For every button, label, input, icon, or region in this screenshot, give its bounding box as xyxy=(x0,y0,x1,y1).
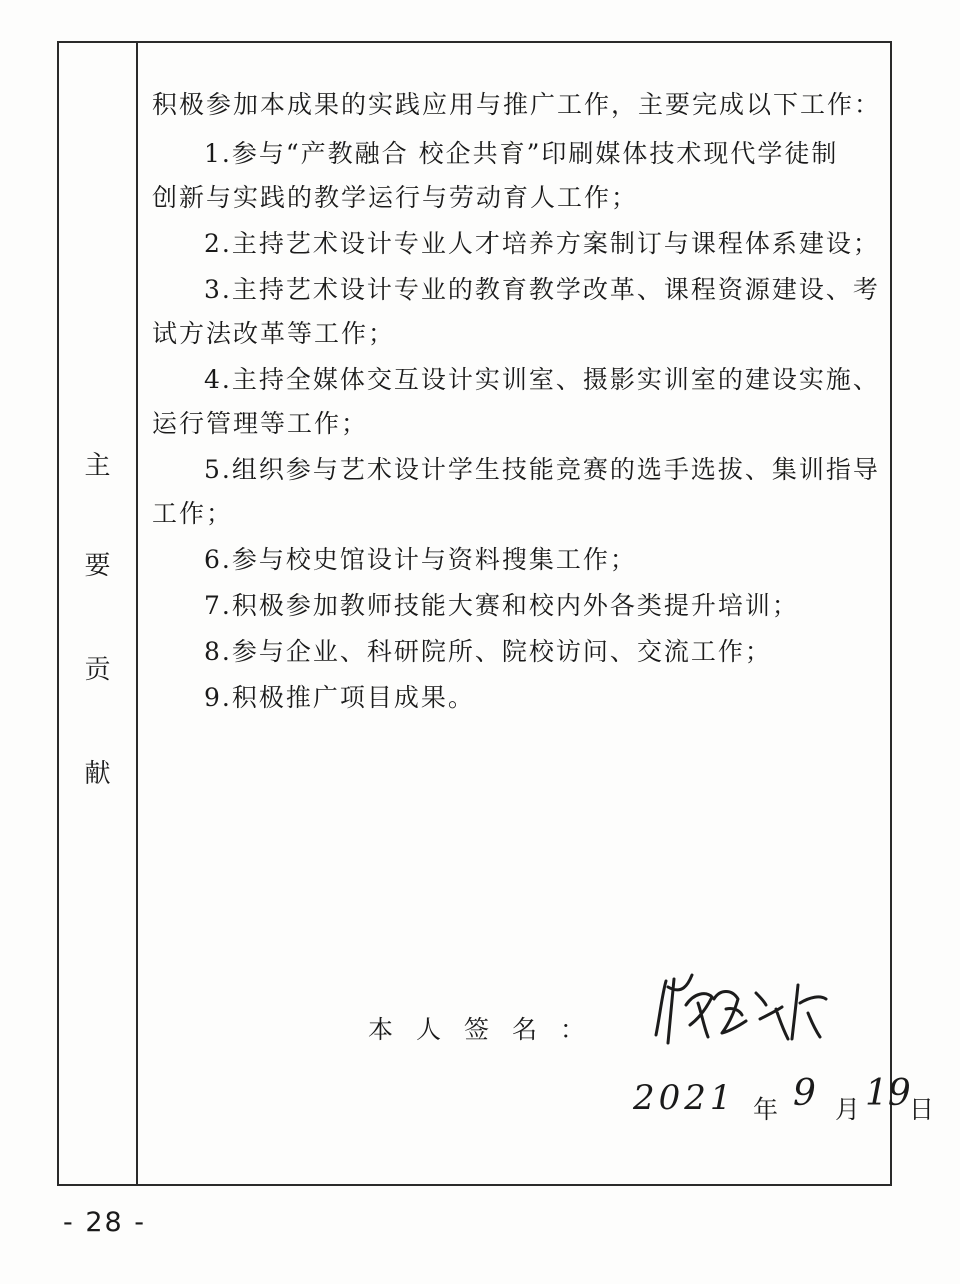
date-year-unit: 年 xyxy=(753,1095,779,1124)
contribution-form-table xyxy=(57,41,935,1186)
list-item-continuation: 创新与实践的教学运行与劳动育人工作； xyxy=(152,183,639,212)
side-label-char: 贡 xyxy=(84,655,111,685)
list-item: 2.主持艺术设计专业人才培养方案制订与课程体系建设； xyxy=(204,229,880,258)
handwritten-signature xyxy=(648,965,838,1055)
list-item: 1.参与“产教融合 校企共育”印刷媒体技术现代学徒制 xyxy=(204,139,839,168)
side-label-char: 要 xyxy=(84,551,111,581)
list-item-continuation: 试方法改革等工作； xyxy=(152,319,396,348)
signature-label: 本人签名： xyxy=(368,1015,609,1044)
signature-row xyxy=(368,1015,608,1045)
date-month: 9 xyxy=(793,1073,816,1114)
list-item: 6.参与校史馆设计与资料搜集工作； xyxy=(204,545,637,574)
date-month-unit: 月 xyxy=(835,1095,861,1124)
date-year: 2021 xyxy=(633,1078,736,1118)
list-item: 4.主持全媒体交互设计实训室、摄影实训室的建设实施、 xyxy=(204,365,880,394)
date-row xyxy=(613,1073,943,1143)
date-day: 19 xyxy=(865,1073,911,1114)
list-item: 3.主持艺术设计专业的教育教学改革、课程资源建设、考 xyxy=(204,275,880,304)
contribution-content xyxy=(138,43,935,1184)
list-item: 8.参与企业、科研院所、院校访问、交流工作； xyxy=(204,637,772,666)
list-item: 7.积极参加教师技能大赛和校内外各类提升培训； xyxy=(204,591,799,620)
side-label-column xyxy=(59,43,138,1184)
side-label-char: 献 xyxy=(84,759,111,789)
date-day-unit: 日 xyxy=(909,1095,935,1124)
list-item: 9.积极推广项目成果。 xyxy=(204,683,475,712)
intro-text: 积极参加本成果的实践应用与推广工作，主要完成以下工作： xyxy=(152,90,882,119)
list-item: 5.组织参与艺术设计学生技能竞赛的选手选拔、集训指导 xyxy=(204,455,880,484)
list-item-continuation: 运行管理等工作； xyxy=(152,409,369,438)
side-label-char: 主 xyxy=(84,451,111,481)
page-number: - 28 - xyxy=(63,1207,147,1238)
list-item-continuation: 工作； xyxy=(152,499,234,528)
